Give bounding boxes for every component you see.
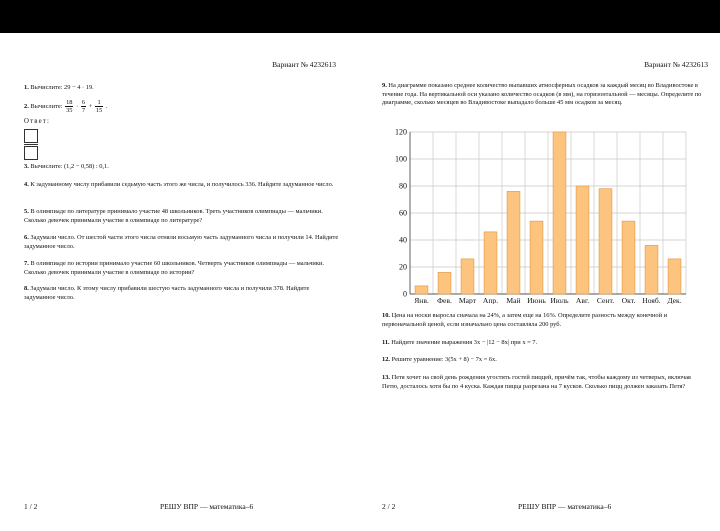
task-number: 10. [382,312,390,319]
footer-title: РЕШУ ВПР — математика–6 [518,502,612,511]
fraction-1: $\frac{18}{35}$ [66,99,73,114]
top-black-bar [0,0,720,33]
task-text: Найдите значение выражения 3x − |12 − 8x| при x = 7. [391,339,538,346]
task-text: Вычислите: 29 − 4 · 19. [30,84,94,91]
answer-numerator-box[interactable] [24,129,38,143]
task-number: 12. [382,356,390,363]
bar-11 [668,259,681,294]
operator: · [76,102,79,110]
x-tick-label: Апр. [482,296,499,304]
x-tick-label: Авг. [575,296,590,304]
x-tick-label: Дек. [667,296,682,304]
bar-6 [553,132,566,294]
task-9 [382,82,704,108]
fraction-2: $\frac{6}{7}$ [81,99,86,114]
task-5 [24,208,342,225]
task-4 [24,181,342,190]
bar-3 [484,232,497,294]
task-number: 13. [382,374,390,381]
x-tick-label: Май [506,296,521,304]
variant-header: Вариант № 4232613 [644,60,708,69]
task-10 [382,312,704,329]
footer-title: РЕШУ ВПР — математика–6 [160,502,254,511]
task-text: К задуманному числу прибавили седьмую часть этого же числа, и получилось 336. Найдите задуманное число. [30,181,334,188]
y-tick-label: 20 [399,262,407,272]
task-11 [382,339,704,348]
task-number: 2. [24,102,29,110]
page-1 [0,33,360,531]
page-number: 2 / 2 [382,502,396,511]
task-text: Петя хочет на свой день рождения угостить гостей пиццей, причём так, чтобы каждому из четверых, включая Петю, досталось хотя бы по 4 куска. Каждая пицца разрезана на 7 кусков. Сколько пицц должен заказать Петя? [382,374,691,390]
x-tick-label: Март [458,296,477,304]
task-text: Вычислите: [30,102,63,110]
x-tick-label: Нояб. [642,296,661,304]
task-text: Вычислите: (1,2 − 0,58) : 0,1. [30,163,109,170]
y-tick-label: 0 [403,289,407,299]
operator: + [88,102,93,110]
task-2 [24,99,342,114]
x-tick-label: Июль [550,296,569,304]
suffix: . [105,102,108,110]
task-3 [24,163,342,172]
chart-grid [410,132,686,294]
bar-10 [645,245,658,294]
task-number: 8. [24,285,29,292]
task-number: 7. [24,260,29,267]
task-12 [382,356,704,365]
task-text: В олимпиаде по литературе принимало участие 48 школьников. Треть участников олимпиады — мальчики. Сколько девочек принимали участие в олимпиаде по литературе? [24,208,323,224]
bar-4 [507,191,520,294]
precipitation-bar-chart [390,124,690,304]
y-tick-label: 100 [395,154,407,164]
task-number: 6. [24,234,29,241]
task-number: 3. [24,163,29,170]
answer-denominator-box[interactable] [24,146,38,160]
x-tick-label: Окт. [621,296,636,304]
answer-label: Ответ: [24,118,51,125]
bar-7 [576,186,589,294]
chart-x-tick-labels [414,296,682,304]
task-text: Решите уравнение: 3(5x + 8) − 7x = 6x. [391,356,497,363]
y-tick-label: 60 [399,208,407,218]
x-tick-label: Сент. [596,296,615,304]
task-text: На диаграмме показано среднее количество выпавших атмосферных осадков за каждый месяц во Владивостоке в течение года. На вертикальной оси указано количество осадков (в мм), на горизонтальной — месяцы. Определите по диаграмме, сколько месяцев во Владивостоке выпадало больше 45 мм осадков за месяц. [382,82,702,107]
task-text: В олимпиаде по истории принимало участие 60 школьников. Четверть участников олимпиады — мальчики. Сколько девочек принимали участие в олимпиаде по истории? [24,260,324,276]
chart-y-tick-labels [395,128,407,299]
task-number: 4. [24,181,29,188]
x-tick-label: Фев. [437,296,452,304]
y-tick-label: 80 [399,181,407,191]
task-13 [382,374,704,391]
bar-9 [622,221,635,294]
bar-1 [438,272,451,294]
fraction-bar [24,144,38,145]
y-tick-label: 120 [395,127,407,137]
task-8 [24,285,342,302]
x-tick-label: Янв. [414,296,429,304]
task-7 [24,260,342,277]
task-1 [24,84,342,93]
y-tick-label: 40 [399,235,407,245]
page-2 [360,33,720,531]
bar-0 [415,286,428,294]
bar-8 [599,189,612,294]
task-number: 5. [24,208,29,215]
x-tick-label: Июнь [527,296,546,304]
task-6 [24,234,342,251]
page-number: 1 / 2 [24,502,38,511]
task-number: 11. [382,339,390,346]
task-text: Задумали число. От шестой части этого числа отняли восьмую часть задуманного числа и получили 14. Найдите задуманное число. [24,234,339,250]
task-number: 1. [24,84,29,91]
task-number: 9. [382,82,387,89]
task-text: Цена на носки выросла сначала на 24%, а затем еще на 16%. Определите разность между конечной и первоначальной ценой, если изначально цена составляла 200 руб. [382,312,668,328]
variant-header: Вариант № 4232613 [272,60,336,69]
task-text: Задумали число. К этому числу прибавили шестую часть задуманного числа и получили 378. Найдите задуманное число. [24,285,310,301]
bar-2 [461,259,474,294]
fraction-3: $\frac{1}{15}$ [95,99,103,114]
bar-5 [530,221,543,294]
